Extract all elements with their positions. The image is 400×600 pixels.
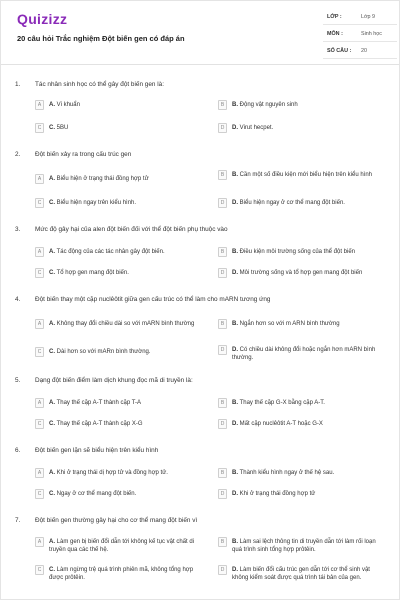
question-number: 2. — [15, 151, 21, 158]
question-number: 5. — [15, 377, 21, 384]
option-text: Thay thế cặp A-T thành cặp T-A — [56, 400, 142, 406]
option-text: Biểu hiện ở trạng thái đồng hợp tử — [56, 176, 149, 182]
option-text: Dài hơn so với mARn bình thường. — [56, 349, 151, 355]
question-text: Đột biến gen thường gây hại cho cơ thể mang đột biến vì — [35, 517, 198, 524]
question-number: 4. — [15, 296, 21, 303]
option-letter: D. — [232, 200, 238, 206]
option-text: Có chiều dài không đổi hoặc ngắn hơn mARN bình thường. — [232, 347, 376, 361]
option-box: C — [35, 489, 44, 499]
option-letter: B. — [232, 172, 238, 178]
meta-grade — [323, 9, 397, 25]
option-box: C — [35, 565, 44, 575]
option-text: Làm sai lệch thông tin di truyền dẫn tới làm rối loạn quá trình sinh tổng hợp prôtêin. — [232, 539, 376, 553]
option-box: B — [218, 319, 227, 329]
question-text: Mức độ gây hại của alen đột biến đối với thể đột biến phụ thuộc vào — [35, 226, 228, 233]
option-box: C — [35, 268, 44, 278]
option-letter: A. — [49, 102, 55, 108]
option-box: A — [35, 100, 44, 110]
option-letter: D. — [232, 567, 238, 573]
option-letter: A. — [49, 176, 55, 182]
option-letter: A. — [49, 470, 55, 476]
question-text: Dạng đột biến điểm làm dịch khung đọc mã di truyền là: — [35, 377, 193, 384]
option-letter: A. — [49, 249, 55, 255]
option-letter: C. — [49, 200, 55, 206]
option-box: B — [218, 537, 227, 547]
question-number: 7. — [15, 517, 21, 524]
option-letter: A. — [49, 321, 55, 327]
meta-subject — [323, 26, 397, 42]
option-text: Thay thế cặp A-T thành cặp X-G — [56, 421, 143, 427]
option-box: D — [218, 123, 227, 133]
option-letter: B. — [232, 470, 238, 476]
option-text: Tổ hợp gen mang đột biến. — [56, 270, 129, 276]
option-letter: D. — [232, 421, 238, 427]
meta-count-label: SỐ CÂU : — [327, 48, 352, 54]
option-box: A — [35, 537, 44, 547]
option-letter: C. — [49, 491, 55, 497]
option-box: D — [218, 345, 227, 355]
option-text: Virut hecpet. — [239, 125, 274, 131]
option-text: Ngắn hơn so với m ARN bình thường — [239, 321, 340, 327]
option-box: A — [35, 319, 44, 329]
option-text: Làm gen bị biến đổi dẫn tới không kế tục vật chất di truyền qua các thế hệ. — [49, 539, 195, 553]
option-letter: C. — [49, 567, 55, 573]
option-text: Không thay đổi chiều dài so với mARN bình thường — [56, 321, 195, 327]
option-letter: A. — [49, 539, 55, 545]
page-title: 20 câu hỏi Trắc nghiệm Đột biến gen có đáp án — [17, 34, 185, 43]
option-text: 5BU — [56, 125, 69, 131]
option-letter: D. — [232, 347, 238, 353]
option-letter: C. — [49, 349, 55, 355]
option-letter: D. — [232, 125, 238, 131]
meta-subject-value: Sinh học — [361, 31, 382, 37]
option-text: Thành kiểu hình ngay ở thế hệ sau. — [239, 470, 335, 476]
option-box: A — [35, 174, 44, 184]
option-letter: C. — [49, 421, 55, 427]
option-box: B — [218, 170, 227, 180]
option-box: C — [35, 123, 44, 133]
option-box: D — [218, 419, 227, 429]
question-text: Tác nhân sinh học có thể gây đột biến gen là: — [35, 81, 164, 88]
meta-grade-label: LỚP : — [327, 14, 342, 20]
meta-grade-value: Lớp 9 — [361, 14, 376, 20]
option-text: Tác động của các tác nhân gây đột biến. — [56, 249, 165, 255]
question-text: Đột biến thay một cặp nuclêôtit giữa gen cấu trúc có thể làm cho mARN tương ứng — [35, 296, 271, 303]
option-text: Ngay ở cơ thể mang đột biến. — [56, 491, 137, 497]
question-number: 3. — [15, 226, 21, 233]
option-box: A — [35, 247, 44, 257]
option-text: Môi trường sống và tổ hợp gen mang đột biến — [239, 270, 363, 276]
question-text: Đột biến xảy ra trong cấu trúc gen — [35, 151, 132, 158]
option-letter: C. — [49, 125, 55, 131]
option-letter: A. — [49, 400, 55, 406]
option-text: Cần một số điều kiện mới biểu hiện trên kiểu hình — [239, 172, 373, 178]
option-letter: B. — [232, 539, 238, 545]
option-box: D — [218, 198, 227, 208]
option-box: C — [35, 419, 44, 429]
option-box: D — [218, 565, 227, 575]
option-box: C — [35, 347, 44, 357]
option-text: Làm biến đổi cấu trúc gen dẫn tới cơ thể sinh vật không kiểm soát được quá trình tái bản của gen. — [232, 567, 370, 581]
option-text: Khi ở trạng thái đồng hợp tử — [239, 491, 316, 497]
option-text: Làm ngừng trệ quá trình phiên mã, không tổng hợp được prôtêin. — [49, 567, 194, 581]
option-text: Mất cặp nuclêôtit A-T hoặc G-X — [239, 421, 323, 427]
quizizz-logo[interactable]: Quizizz — [17, 11, 68, 27]
question-number: 6. — [15, 447, 21, 454]
option-letter: B. — [232, 400, 238, 406]
meta-count-value: 20 — [361, 48, 367, 54]
option-text: Biểu hiện ngay trên kiểu hình. — [56, 200, 137, 206]
option-box: B — [218, 100, 227, 110]
meta-subject-label: MÔN : — [327, 31, 343, 37]
option-box: C — [35, 198, 44, 208]
option-letter: D. — [232, 491, 238, 497]
option-text: Động vật nguyên sinh — [239, 102, 298, 108]
option-text: Biểu hiện ngay ở cơ thể mang đột biến. — [239, 200, 345, 206]
option-text: Điều kiện môi trường sống của thể đột biến — [239, 249, 356, 255]
option-box: D — [218, 268, 227, 278]
option-text: Khi ở trạng thái dị hợp tử và đồng hợp tử. — [56, 470, 168, 476]
option-box: B — [218, 468, 227, 478]
option-letter: B. — [232, 102, 238, 108]
option-box: D — [218, 489, 227, 499]
option-box: A — [35, 398, 44, 408]
meta-count — [323, 43, 397, 59]
option-box: B — [218, 247, 227, 257]
question-number: 1. — [15, 81, 21, 88]
question-text: Đột biến gen lặn sẽ biểu hiện trên kiểu hình — [35, 447, 159, 454]
header — [1, 1, 399, 65]
option-letter: C. — [49, 270, 55, 276]
option-letter: B. — [232, 249, 238, 255]
option-text: Vi khuẩn — [56, 102, 80, 108]
option-box: B — [218, 398, 227, 408]
option-letter: B. — [232, 321, 238, 327]
option-box: A — [35, 468, 44, 478]
option-text: Thay thế cặp G-X bằng cặp A-T. — [239, 400, 325, 406]
option-letter: D. — [232, 270, 238, 276]
